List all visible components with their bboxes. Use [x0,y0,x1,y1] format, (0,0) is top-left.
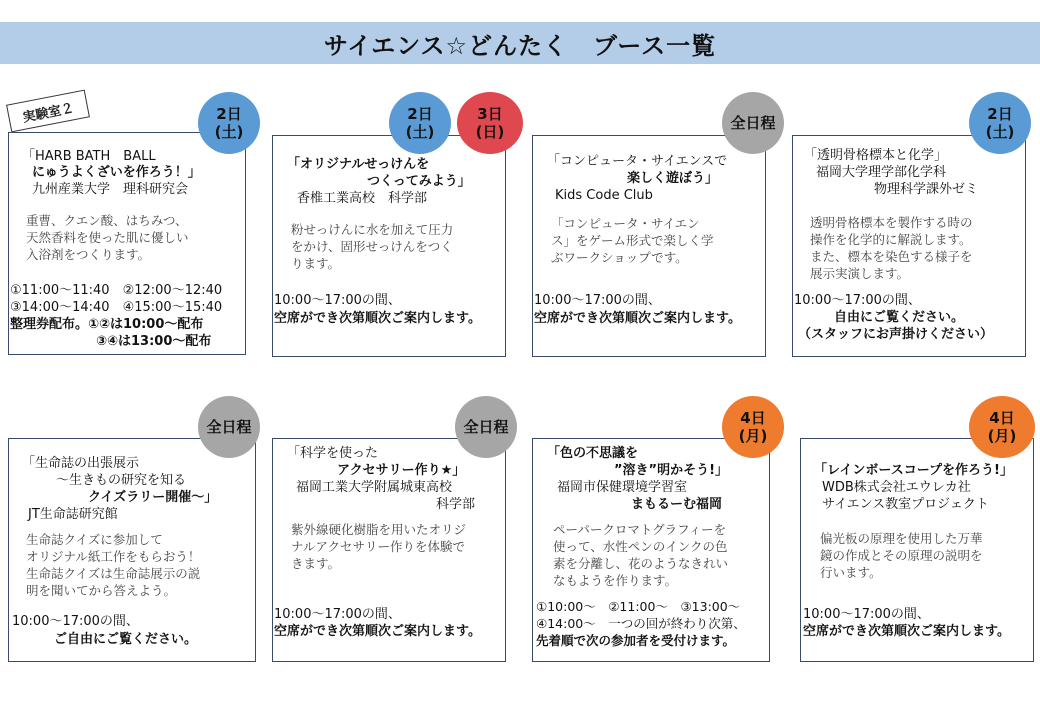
booth-time-line: ④14:00～ 一つの回が終わり次第、 [536,616,746,631]
badge-weekday: (日) [475,123,505,141]
booth-title-line: 「HARB BATH BALL [22,149,156,164]
badge-day: 4日 [989,409,1015,427]
booth-org: サイエンス教室プロジェクト [822,497,989,512]
booth-title-line: つくってみよう」 [367,174,471,189]
booth-title-line: 「科学を使った [287,446,379,461]
booth-time-line: 空席ができ次第順次ご案内します。 [534,311,741,326]
badge-all-days: 全日程 [206,418,252,436]
booth-time-line: 自由にご覧ください。 [834,310,965,325]
booth-time-line: 整理券配布。①②は10:00～配布 [10,317,204,332]
badge-weekday: (月) [987,427,1017,445]
booth-time-line: ①10:00～ ②11:00～ ③13:00～ [536,599,741,614]
booth-desc-line: 行います。 [820,565,882,580]
badge-all-days: 全日程 [730,114,776,132]
booth-desc-line: 素を分離し、花のようなきれい [553,556,729,571]
booth-desc-line: ペーパークロマトグラフィーを [553,522,727,537]
badge-day: 2日 [987,105,1013,123]
booth-org: 香椎工業高校 科学部 [297,191,428,206]
booth-org: Kids Code Club [555,188,653,203]
booth-desc-line: 天然香料を使った肌に優しい [26,230,189,245]
booth-desc-line: 生命誌クイズは生命誌展示の説 [26,566,201,581]
booth-desc-line: 鏡の作成とその原理の説明を [820,548,983,563]
date-badge [455,396,517,458]
booth-time-line: 先着順で次の参加者を受付けます。 [536,633,736,648]
badge-all-days: 全日程 [463,418,509,436]
booth-desc-line: オリジナル紙工作をもらおう！ [26,549,201,564]
booth-time-line: 10:00～17:00の間、 [803,607,930,622]
booth-time-line: ③④は13:00～配布 [96,334,212,349]
booth-time-line: （スタッフにお声掛けください） [798,327,994,342]
badge-day: 2日 [407,105,433,123]
booth-time-line: 10:00～17:00の間、 [12,614,139,629]
date-badge [198,92,260,154]
booth-title-line: ～生きもの研究を知る [56,473,187,488]
booth-desc-line: 偏光板の原理を使用した万華 [820,531,983,546]
booth-time-line: 空席ができ次第順次ご案内します。 [803,624,1010,639]
booth-title-line: 「オリジナルせっけんを [287,157,430,172]
date-badge [722,396,784,458]
booth-desc-line: きます。 [291,556,341,571]
booth-org: 九州産業大学 理科研究会 [32,182,189,197]
booth-org: 福岡市保健環境学習室 [557,480,688,495]
booth-title-line: 「透明骨格標本と化学」 [804,148,948,163]
booth-org: JT生命誌研究館 [28,507,118,522]
booth-desc-line: ス」をゲーム形式で楽しく学 [551,233,714,248]
badge-weekday: (土) [214,123,244,141]
booth-title-line: アクセサリー作り★」 [337,463,466,478]
booth-desc-line: 「コンピュータ・サイエン [551,216,700,231]
badge-weekday: (土) [405,123,435,141]
booth-desc-line: 生命誌クイズに参加して [26,532,163,547]
date-badge [969,396,1035,458]
date-badge [722,92,784,154]
booth-org: まもるーむ福岡 [631,497,723,512]
booth-desc-line: なもようを作ります。 [553,573,678,588]
booth-desc-line: 明を聞いてから答えよう。 [26,583,177,598]
booth-desc-line: 重曹、クエン酸、はちみつ、 [26,213,188,228]
booth-desc-line: 粉せっけんに水を加えて圧力 [291,222,454,237]
booth-desc-line: をかけ、固形せっけんをつく [291,239,453,254]
badge-day: 3日 [477,105,503,123]
booth-desc-line: また、標本を染色する様子を [810,249,973,264]
booth-desc-line: ぶワークショップです。 [551,250,688,265]
booth-time-line: ①11:00～11:40 ②12:00～12:40 [10,283,223,298]
badge-weekday: (土) [985,123,1015,141]
booth-desc-line: ります。 [291,256,341,271]
booth-title-line: 「生命誌の出張展示 [22,456,140,471]
booth-time-line: ご自由にご覧ください。 [54,632,198,647]
booth-desc-line: 展示実演します。 [810,266,910,281]
booth-desc-line: ナルアクセサリー作りを体験で [291,539,466,554]
booth-desc-line: 操作を化学的に解説します。 [810,232,972,247]
booth-title-line: 「色の不思議を [547,446,639,461]
booth-title-line: 「コンピュータ・サイエンスで [547,154,728,169]
booth-time-line: ③14:00～14:40 ④15:00～15:40 [10,300,223,315]
booth-desc-line: 入浴剤をつくります。 [26,247,151,262]
booth-org: 福岡大学理学部化学科 [816,165,947,180]
date-badge [457,92,523,154]
booth-title-line: 「レインボースコープを作ろう!」 [814,463,1013,478]
booth-desc-line: 透明骨格標本を製作する時の [810,215,973,230]
booth-org: 物理科学課外ゼミ [874,182,979,197]
booth-time-line: 空席ができ次第順次ご案内します。 [274,311,481,326]
booth-time-line: 10:00～17:00の間、 [534,293,661,308]
date-badge [969,92,1031,154]
room-tag: 実験室２ [6,90,90,133]
page-title: サイエンス☆どんたく ブース一覧 [0,22,1040,64]
booth-title-line: 楽しく遊ぼう」 [627,171,719,186]
booth-org: 福岡工業大学附属城東高校 [296,480,453,495]
badge-day: 2日 [216,105,242,123]
booth-title-line: クイズラリー開催～」 [88,490,218,505]
date-badge [389,92,451,154]
booth-time-line: 10:00～17:00の間、 [274,607,401,622]
booth-time-line: 10:00～17:00の間、 [274,293,401,308]
booth-title-line: ”溶き”明かそう!」 [614,463,729,478]
booth-org: 科学部 [436,497,476,512]
date-badge [198,396,260,458]
badge-weekday: (月) [738,427,768,445]
booth-title-line: にゅうよくざいを作ろう！」 [32,165,201,180]
booth-desc-line: 使って、水性ペンのインクの色 [553,539,728,554]
booth-org: WDB株式会社エウレカ社 [822,480,971,495]
booth-time-line: 空席ができ次第順次ご案内します。 [274,624,481,639]
badge-day: 4日 [740,409,766,427]
booth-time-line: 10:00～17:00の間、 [794,293,921,308]
booth-desc-line: 紫外線硬化樹脂を用いたオリジ [291,522,467,537]
